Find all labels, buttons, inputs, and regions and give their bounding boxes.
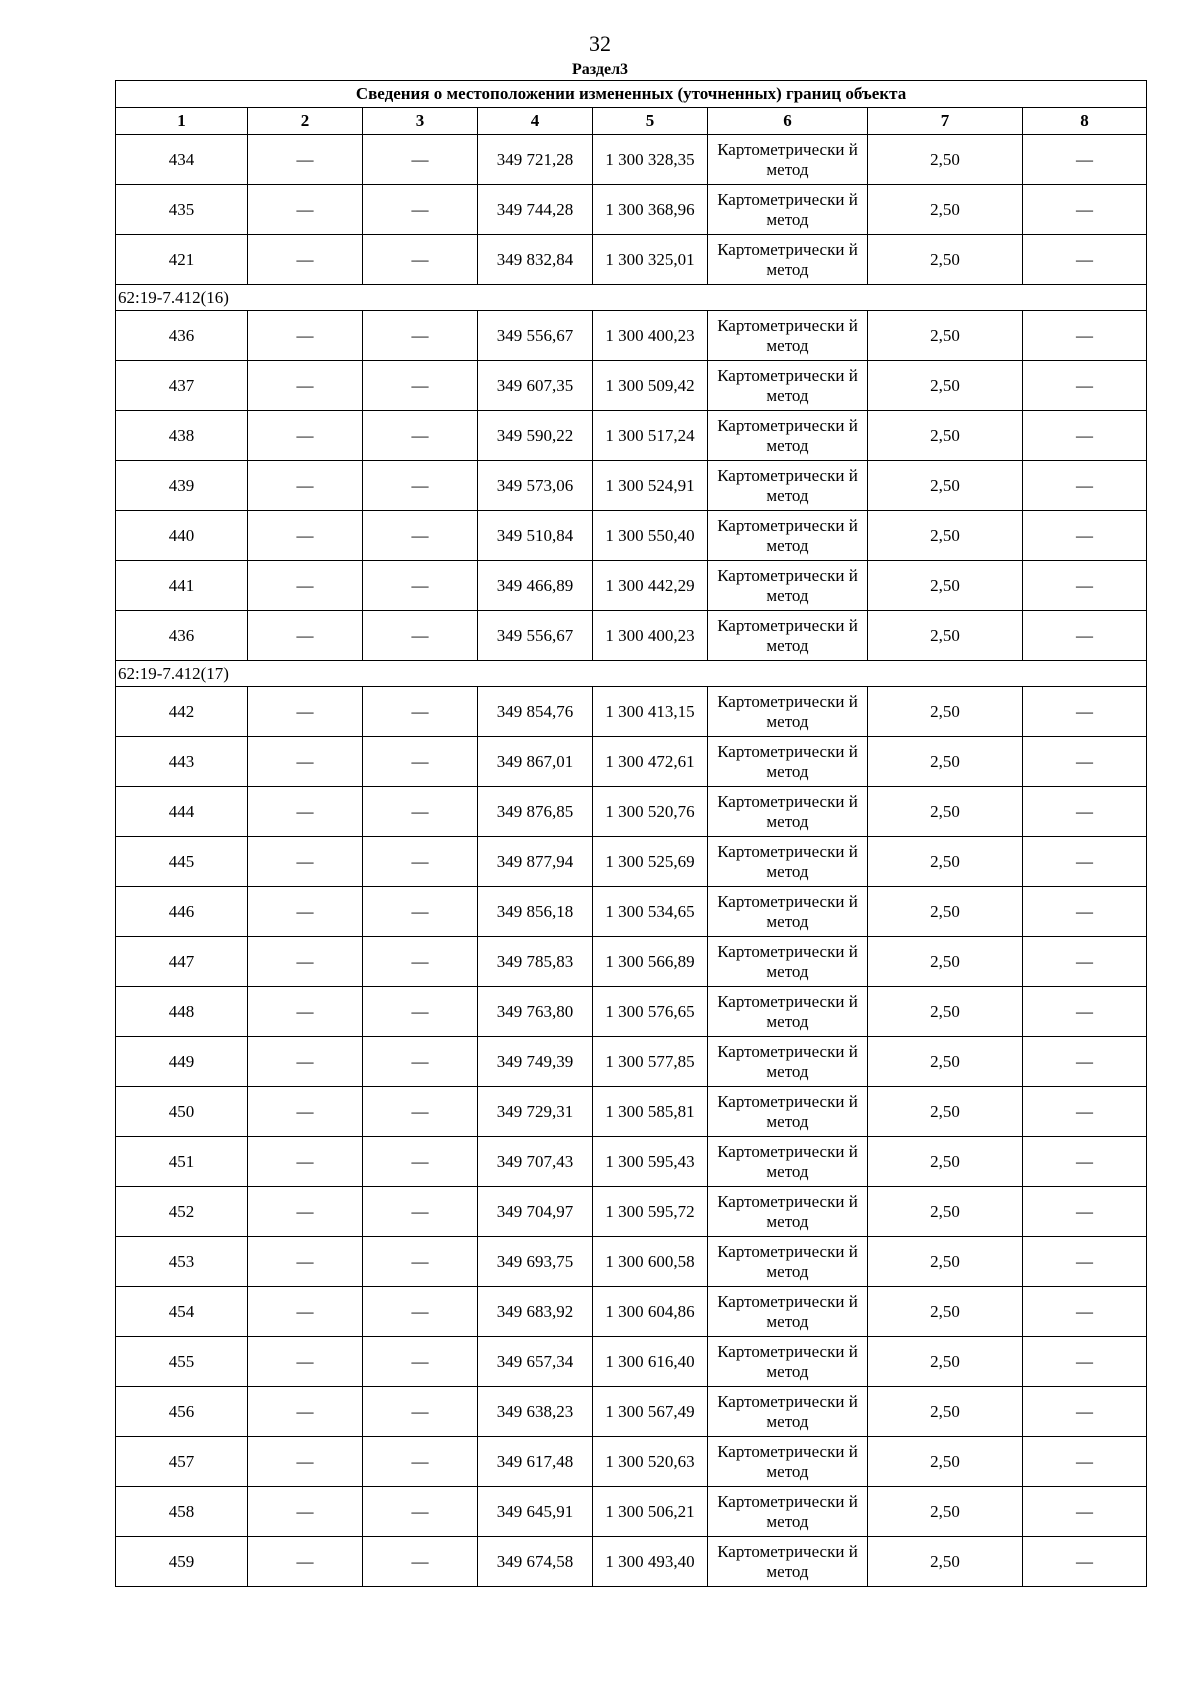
- accuracy-cell: 2,50: [868, 1187, 1023, 1237]
- table-row: [116, 1487, 1147, 1537]
- x-coordinate-cell: 349 749,39: [478, 1037, 593, 1087]
- group-header-row: [116, 285, 1147, 311]
- method-cell: Картометрически й метод: [708, 1487, 868, 1537]
- col2-cell: —: [248, 185, 363, 235]
- table-row: [116, 687, 1147, 737]
- point-number-cell: 434: [116, 135, 248, 185]
- table-row: [116, 461, 1147, 511]
- col2-cell: —: [248, 511, 363, 561]
- col3-cell: —: [363, 611, 478, 661]
- method-cell: Картометрически й метод: [708, 311, 868, 361]
- col8-cell: —: [1023, 611, 1147, 661]
- y-coordinate-cell: 1 300 604,86: [593, 1287, 708, 1337]
- point-number-cell: 447: [116, 937, 248, 987]
- method-cell: Картометрически й метод: [708, 461, 868, 511]
- y-coordinate-cell: 1 300 534,65: [593, 887, 708, 937]
- col8-cell: —: [1023, 787, 1147, 837]
- y-coordinate-cell: 1 300 520,76: [593, 787, 708, 837]
- method-cell: Картометрически й метод: [708, 1287, 868, 1337]
- y-coordinate-cell: 1 300 550,40: [593, 511, 708, 561]
- table-row: [116, 185, 1147, 235]
- col8-cell: —: [1023, 887, 1147, 937]
- column-header: 3: [363, 108, 478, 135]
- column-header: 1: [116, 108, 248, 135]
- table-row: [116, 1087, 1147, 1137]
- y-coordinate-cell: 1 300 328,35: [593, 135, 708, 185]
- point-number-cell: 441: [116, 561, 248, 611]
- col2-cell: —: [248, 1337, 363, 1387]
- x-coordinate-cell: 349 556,67: [478, 611, 593, 661]
- col3-cell: —: [363, 411, 478, 461]
- col2-cell: —: [248, 1437, 363, 1487]
- accuracy-cell: 2,50: [868, 561, 1023, 611]
- col8-cell: —: [1023, 361, 1147, 411]
- method-cell: Картометрически й метод: [708, 987, 868, 1037]
- x-coordinate-cell: 349 721,28: [478, 135, 593, 185]
- y-coordinate-cell: 1 300 442,29: [593, 561, 708, 611]
- method-cell: Картометрически й метод: [708, 361, 868, 411]
- col8-cell: —: [1023, 737, 1147, 787]
- y-coordinate-cell: 1 300 368,96: [593, 185, 708, 235]
- group-header-row: [116, 661, 1147, 687]
- table-row: [116, 235, 1147, 285]
- col2-cell: —: [248, 411, 363, 461]
- col8-cell: —: [1023, 411, 1147, 461]
- col3-cell: —: [363, 185, 478, 235]
- col2-cell: —: [248, 1237, 363, 1287]
- col3-cell: —: [363, 1287, 478, 1337]
- accuracy-cell: 2,50: [868, 611, 1023, 661]
- y-coordinate-cell: 1 300 325,01: [593, 235, 708, 285]
- section-label: Раздел3: [571, 61, 629, 78]
- accuracy-cell: 2,50: [868, 1037, 1023, 1087]
- method-cell: Картометрически й метод: [708, 1087, 868, 1137]
- accuracy-cell: 2,50: [868, 1437, 1023, 1487]
- method-cell: Картометрически й метод: [708, 561, 868, 611]
- point-number-cell: 437: [116, 361, 248, 411]
- table-title-row: [116, 81, 1147, 108]
- accuracy-cell: 2,50: [868, 687, 1023, 737]
- col3-cell: —: [363, 1337, 478, 1387]
- col8-cell: —: [1023, 1037, 1147, 1087]
- point-number-cell: 453: [116, 1237, 248, 1287]
- col8-cell: —: [1023, 1237, 1147, 1287]
- accuracy-cell: 2,50: [868, 1287, 1023, 1337]
- col8-cell: —: [1023, 1487, 1147, 1537]
- column-header: 8: [1023, 108, 1147, 135]
- x-coordinate-cell: 349 645,91: [478, 1487, 593, 1537]
- point-number-cell: 457: [116, 1437, 248, 1487]
- point-number-cell: 458: [116, 1487, 248, 1537]
- x-coordinate-cell: 349 877,94: [478, 837, 593, 887]
- method-cell: Картометрически й метод: [708, 1237, 868, 1287]
- page-number: 32: [589, 31, 611, 56]
- method-cell: Картометрически й метод: [708, 235, 868, 285]
- x-coordinate-cell: 349 556,67: [478, 311, 593, 361]
- table-row: [116, 1287, 1147, 1337]
- col8-cell: —: [1023, 561, 1147, 611]
- col8-cell: —: [1023, 837, 1147, 887]
- col3-cell: —: [363, 1137, 478, 1187]
- table-row: [116, 561, 1147, 611]
- col2-cell: —: [248, 1187, 363, 1237]
- x-coordinate-cell: 349 638,23: [478, 1387, 593, 1437]
- point-number-cell: 446: [116, 887, 248, 937]
- point-number-cell: 436: [116, 611, 248, 661]
- method-cell: Картометрически й метод: [708, 411, 868, 461]
- point-number-cell: 455: [116, 1337, 248, 1387]
- point-number-cell: 459: [116, 1537, 248, 1587]
- col3-cell: —: [363, 887, 478, 937]
- col2-cell: —: [248, 461, 363, 511]
- col2-cell: —: [248, 611, 363, 661]
- y-coordinate-cell: 1 300 520,63: [593, 1437, 708, 1487]
- col8-cell: —: [1023, 1187, 1147, 1237]
- x-coordinate-cell: 349 693,75: [478, 1237, 593, 1287]
- x-coordinate-cell: 349 683,92: [478, 1287, 593, 1337]
- x-coordinate-cell: 349 704,97: [478, 1187, 593, 1237]
- column-header: 6: [708, 108, 868, 135]
- method-cell: Картометрически й метод: [708, 937, 868, 987]
- y-coordinate-cell: 1 300 567,49: [593, 1387, 708, 1437]
- method-cell: Картометрически й метод: [708, 1187, 868, 1237]
- table-row: [116, 1337, 1147, 1387]
- y-coordinate-cell: 1 300 525,69: [593, 837, 708, 887]
- y-coordinate-cell: 1 300 524,91: [593, 461, 708, 511]
- method-cell: Картометрически й метод: [708, 1037, 868, 1087]
- accuracy-cell: 2,50: [868, 235, 1023, 285]
- table-row: [116, 1187, 1147, 1237]
- y-coordinate-cell: 1 300 600,58: [593, 1237, 708, 1287]
- table-row: [116, 511, 1147, 561]
- col2-cell: —: [248, 135, 363, 185]
- table-row: [116, 611, 1147, 661]
- method-cell: Картометрически й метод: [708, 787, 868, 837]
- col3-cell: —: [363, 1387, 478, 1437]
- accuracy-cell: 2,50: [868, 1087, 1023, 1137]
- point-number-cell: 443: [116, 737, 248, 787]
- method-cell: Картометрически й метод: [708, 737, 868, 787]
- accuracy-cell: 2,50: [868, 987, 1023, 1037]
- x-coordinate-cell: 349 832,84: [478, 235, 593, 285]
- table-title: Сведения о местоположении измененных (уточненных) границ объекта: [116, 81, 1147, 108]
- method-cell: Картометрически й метод: [708, 687, 868, 737]
- table-row: [116, 411, 1147, 461]
- col3-cell: —: [363, 461, 478, 511]
- col2-cell: —: [248, 1287, 363, 1337]
- method-cell: Картометрически й метод: [708, 1137, 868, 1187]
- col3-cell: —: [363, 235, 478, 285]
- col2-cell: —: [248, 687, 363, 737]
- y-coordinate-cell: 1 300 595,43: [593, 1137, 708, 1187]
- accuracy-cell: 2,50: [868, 311, 1023, 361]
- accuracy-cell: 2,50: [868, 1387, 1023, 1437]
- point-number-cell: 456: [116, 1387, 248, 1437]
- col8-cell: —: [1023, 461, 1147, 511]
- x-coordinate-cell: 349 617,48: [478, 1437, 593, 1487]
- y-coordinate-cell: 1 300 576,65: [593, 987, 708, 1037]
- point-number-cell: 435: [116, 185, 248, 235]
- col8-cell: —: [1023, 135, 1147, 185]
- method-cell: Картометрически й метод: [708, 1337, 868, 1387]
- point-number-cell: 436: [116, 311, 248, 361]
- x-coordinate-cell: 349 607,35: [478, 361, 593, 411]
- y-coordinate-cell: 1 300 400,23: [593, 311, 708, 361]
- col3-cell: —: [363, 135, 478, 185]
- table-row: [116, 887, 1147, 937]
- col2-cell: —: [248, 1137, 363, 1187]
- x-coordinate-cell: 349 466,89: [478, 561, 593, 611]
- method-cell: Картометрически й метод: [708, 185, 868, 235]
- table-row: [116, 135, 1147, 185]
- col2-cell: —: [248, 987, 363, 1037]
- column-header-row: [116, 108, 1147, 135]
- y-coordinate-cell: 1 300 566,89: [593, 937, 708, 987]
- x-coordinate-cell: 349 854,76: [478, 687, 593, 737]
- accuracy-cell: 2,50: [868, 1137, 1023, 1187]
- col3-cell: —: [363, 687, 478, 737]
- point-number-cell: 452: [116, 1187, 248, 1237]
- col3-cell: —: [363, 511, 478, 561]
- y-coordinate-cell: 1 300 400,23: [593, 611, 708, 661]
- col3-cell: —: [363, 1037, 478, 1087]
- point-number-cell: 440: [116, 511, 248, 561]
- accuracy-cell: 2,50: [868, 1537, 1023, 1587]
- point-number-cell: 445: [116, 837, 248, 887]
- col8-cell: —: [1023, 987, 1147, 1037]
- x-coordinate-cell: 349 510,84: [478, 511, 593, 561]
- col2-cell: —: [248, 887, 363, 937]
- col2-cell: —: [248, 937, 363, 987]
- col8-cell: —: [1023, 235, 1147, 285]
- accuracy-cell: 2,50: [868, 185, 1023, 235]
- accuracy-cell: 2,50: [868, 937, 1023, 987]
- table-row: [116, 1137, 1147, 1187]
- accuracy-cell: 2,50: [868, 361, 1023, 411]
- y-coordinate-cell: 1 300 595,72: [593, 1187, 708, 1237]
- method-cell: Картометрически й метод: [708, 1387, 868, 1437]
- method-cell: Картометрически й метод: [708, 887, 868, 937]
- col2-cell: —: [248, 235, 363, 285]
- col8-cell: —: [1023, 311, 1147, 361]
- x-coordinate-cell: 349 707,43: [478, 1137, 593, 1187]
- accuracy-cell: 2,50: [868, 837, 1023, 887]
- col2-cell: —: [248, 787, 363, 837]
- col2-cell: —: [248, 1087, 363, 1137]
- y-coordinate-cell: 1 300 616,40: [593, 1337, 708, 1387]
- col3-cell: —: [363, 737, 478, 787]
- col3-cell: —: [363, 1187, 478, 1237]
- col8-cell: —: [1023, 185, 1147, 235]
- y-coordinate-cell: 1 300 577,85: [593, 1037, 708, 1087]
- col2-cell: —: [248, 311, 363, 361]
- col2-cell: —: [248, 1387, 363, 1437]
- point-number-cell: 442: [116, 687, 248, 737]
- col3-cell: —: [363, 361, 478, 411]
- y-coordinate-cell: 1 300 493,40: [593, 1537, 708, 1587]
- column-header: 2: [248, 108, 363, 135]
- table-row: [116, 1237, 1147, 1287]
- col3-cell: —: [363, 1237, 478, 1287]
- y-coordinate-cell: 1 300 506,21: [593, 1487, 708, 1537]
- point-number-cell: 451: [116, 1137, 248, 1187]
- x-coordinate-cell: 349 729,31: [478, 1087, 593, 1137]
- group-label: 62:19-7.412(16): [116, 285, 1147, 311]
- col8-cell: —: [1023, 1437, 1147, 1487]
- col8-cell: —: [1023, 1287, 1147, 1337]
- method-cell: Картометрически й метод: [708, 511, 868, 561]
- coordinates-table: [115, 80, 1147, 1587]
- col8-cell: —: [1023, 1137, 1147, 1187]
- table-row: [116, 787, 1147, 837]
- accuracy-cell: 2,50: [868, 1487, 1023, 1537]
- accuracy-cell: 2,50: [868, 887, 1023, 937]
- accuracy-cell: 2,50: [868, 411, 1023, 461]
- table-row: [116, 737, 1147, 787]
- y-coordinate-cell: 1 300 509,42: [593, 361, 708, 411]
- table-row: [116, 937, 1147, 987]
- point-number-cell: 448: [116, 987, 248, 1037]
- accuracy-cell: 2,50: [868, 135, 1023, 185]
- col3-cell: —: [363, 311, 478, 361]
- x-coordinate-cell: 349 876,85: [478, 787, 593, 837]
- table-row: [116, 1537, 1147, 1587]
- col8-cell: —: [1023, 687, 1147, 737]
- table-row: [116, 1437, 1147, 1487]
- method-cell: Картометрически й метод: [708, 1537, 868, 1587]
- col2-cell: —: [248, 1537, 363, 1587]
- accuracy-cell: 2,50: [868, 787, 1023, 837]
- point-number-cell: 454: [116, 1287, 248, 1337]
- col3-cell: —: [363, 561, 478, 611]
- point-number-cell: 439: [116, 461, 248, 511]
- accuracy-cell: 2,50: [868, 461, 1023, 511]
- col3-cell: —: [363, 937, 478, 987]
- accuracy-cell: 2,50: [868, 737, 1023, 787]
- method-cell: Картометрически й метод: [708, 1437, 868, 1487]
- method-cell: Картометрически й метод: [708, 611, 868, 661]
- col2-cell: —: [248, 561, 363, 611]
- x-coordinate-cell: 349 744,28: [478, 185, 593, 235]
- y-coordinate-cell: 1 300 413,15: [593, 687, 708, 737]
- column-header: 7: [868, 108, 1023, 135]
- y-coordinate-cell: 1 300 472,61: [593, 737, 708, 787]
- table-row: [116, 837, 1147, 887]
- column-header: 4: [478, 108, 593, 135]
- col3-cell: —: [363, 1537, 478, 1587]
- col3-cell: —: [363, 1437, 478, 1487]
- col3-cell: —: [363, 987, 478, 1037]
- x-coordinate-cell: 349 674,58: [478, 1537, 593, 1587]
- col2-cell: —: [248, 361, 363, 411]
- table-row: [116, 1037, 1147, 1087]
- col2-cell: —: [248, 1487, 363, 1537]
- col8-cell: —: [1023, 1087, 1147, 1137]
- method-cell: Картометрически й метод: [708, 837, 868, 887]
- table-row: [116, 987, 1147, 1037]
- x-coordinate-cell: 349 856,18: [478, 887, 593, 937]
- x-coordinate-cell: 349 785,83: [478, 937, 593, 987]
- x-coordinate-cell: 349 867,01: [478, 737, 593, 787]
- col8-cell: —: [1023, 511, 1147, 561]
- col3-cell: —: [363, 837, 478, 887]
- table-body: [116, 135, 1147, 1587]
- x-coordinate-cell: 349 657,34: [478, 1337, 593, 1387]
- col3-cell: —: [363, 787, 478, 837]
- point-number-cell: 438: [116, 411, 248, 461]
- col8-cell: —: [1023, 1337, 1147, 1387]
- col2-cell: —: [248, 837, 363, 887]
- x-coordinate-cell: 349 763,80: [478, 987, 593, 1037]
- point-number-cell: 421: [116, 235, 248, 285]
- table-row: [116, 1387, 1147, 1437]
- point-number-cell: 449: [116, 1037, 248, 1087]
- group-label: 62:19-7.412(17): [116, 661, 1147, 687]
- y-coordinate-cell: 1 300 585,81: [593, 1087, 708, 1137]
- x-coordinate-cell: 349 573,06: [478, 461, 593, 511]
- col3-cell: —: [363, 1087, 478, 1137]
- accuracy-cell: 2,50: [868, 511, 1023, 561]
- table-row: [116, 361, 1147, 411]
- point-number-cell: 444: [116, 787, 248, 837]
- table-row: [116, 311, 1147, 361]
- column-header: 5: [593, 108, 708, 135]
- col2-cell: —: [248, 737, 363, 787]
- col8-cell: —: [1023, 1537, 1147, 1587]
- col2-cell: —: [248, 1037, 363, 1087]
- col8-cell: —: [1023, 1387, 1147, 1437]
- y-coordinate-cell: 1 300 517,24: [593, 411, 708, 461]
- method-cell: Картометрически й метод: [708, 135, 868, 185]
- x-coordinate-cell: 349 590,22: [478, 411, 593, 461]
- accuracy-cell: 2,50: [868, 1237, 1023, 1287]
- accuracy-cell: 2,50: [868, 1337, 1023, 1387]
- col3-cell: —: [363, 1487, 478, 1537]
- col8-cell: —: [1023, 937, 1147, 987]
- point-number-cell: 450: [116, 1087, 248, 1137]
